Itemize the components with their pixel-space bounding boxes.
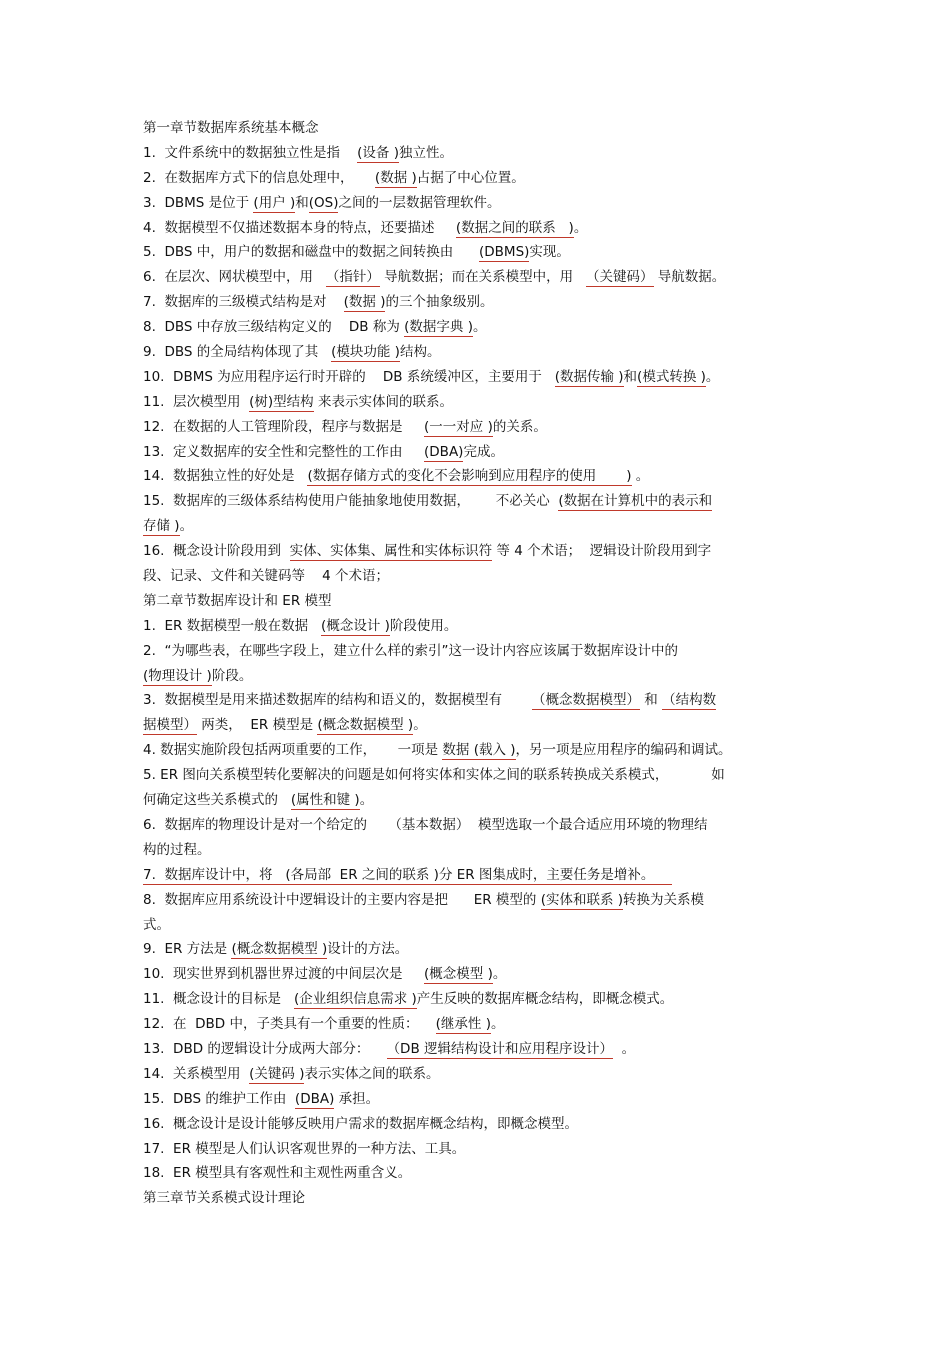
question-line <box>143 1012 807 1037</box>
question-text: 之间的一层数据管理软件。 <box>338 194 501 211</box>
question-text: 11. 层次模型用 <box>143 393 250 410</box>
answer-text: (数据存储方式的变化不会影响到应用程序的使用 ) <box>307 468 632 485</box>
question-line <box>143 315 807 340</box>
question-text: 等 4 个术语； 逻辑设计阶段用到字 <box>492 543 712 560</box>
question-text: 18. ER 模型具有客观性和主观性两重含义。 <box>143 1165 412 1182</box>
answer-text: (设备 ) <box>357 144 399 161</box>
answer-text: (企业组织信息需求 ) <box>293 991 417 1008</box>
answer-text: (概念设计 ) <box>321 617 390 634</box>
answer-text: (用户 ) <box>253 194 296 211</box>
question-text: 4. 数据模型不仅描述数据本身的特点，还要描述 <box>143 219 456 236</box>
question-text: 设计的方法。 <box>327 941 409 958</box>
question-line <box>143 1087 807 1112</box>
question-line <box>143 216 807 241</box>
question-line <box>143 863 807 888</box>
answer-text: (模式转换 ) <box>637 368 706 385</box>
question-text: 占据了中心位置。 <box>416 169 525 186</box>
question-text: 段、记录、文件和关键码等 4 个术语； <box>143 568 390 585</box>
question-text: 8. 数据库应用系统设计中逻辑设计的主要内容是把 ER 模型的 <box>143 891 541 908</box>
question-line <box>143 913 807 938</box>
question-text: 。 <box>492 966 507 983</box>
question-line <box>143 813 807 838</box>
answer-text: (模块功能 ) <box>331 344 400 361</box>
answer-text: 存储 ) <box>143 518 180 535</box>
answer-text: (一一对应 ) <box>424 418 493 435</box>
question-text: 两类， ER 模型是 <box>197 717 318 734</box>
question-line <box>143 639 807 664</box>
answer-text: （指针） <box>325 269 380 286</box>
answer-text: (数据传输 ) <box>554 368 624 385</box>
question-text: 阶段。 <box>211 667 253 684</box>
question-line <box>143 240 807 265</box>
question-text: 来表示实体间的联系。 <box>313 393 453 410</box>
question-text: 表示实体之间的联系。 <box>304 1065 440 1082</box>
question-text: 。 <box>631 468 650 485</box>
question-line <box>143 614 807 639</box>
question-line <box>143 440 807 465</box>
question-text: 和 <box>623 368 638 385</box>
question-line <box>143 539 807 564</box>
document-body <box>143 116 807 1211</box>
question-line <box>143 340 807 365</box>
answer-text: 实体、实体集、属性和实体标识符 <box>289 543 493 560</box>
answer-text: 据模型） <box>143 717 197 734</box>
question-line <box>143 191 807 216</box>
question-text: 。 <box>359 792 374 809</box>
question-text: 10. 现实世界到机器世界过渡的中间层次是 <box>143 966 425 983</box>
question-text: 式。 <box>143 916 170 933</box>
answer-text: 7. 数据库设计中，将 (各局部 ER 之间的联系 )分 ER 图集成时，主要任务是增补。 <box>143 866 672 883</box>
question-line <box>143 1137 807 1162</box>
answer-text: (OS) <box>308 194 339 211</box>
question-line <box>143 688 807 713</box>
answer-text: （概念数据模型） <box>532 692 641 709</box>
answer-text: (数据 ) <box>374 169 417 186</box>
question-text: 6. 数据库的物理设计是对一个给定的 （基本数据） 模型选取一个最合适应用环境的物理结 <box>143 816 708 833</box>
answer-text: (实体和联系 ) <box>540 891 624 908</box>
question-text: 15. 数据库的三级体系结构使用户能抽象地使用数据， 不必关心 <box>143 493 559 510</box>
question-text: 1. ER 数据模型一般在数据 <box>143 617 322 634</box>
question-text: 。 <box>179 518 194 535</box>
question-text: 。 <box>573 219 588 236</box>
question-text: 导航数据；而在关系模型中，用 <box>379 269 587 286</box>
question-line <box>143 1037 807 1062</box>
question-line <box>143 838 807 863</box>
question-line <box>143 415 807 440</box>
question-text: 构的过程。 <box>143 841 211 858</box>
question-line <box>143 738 807 763</box>
answer-text: （结构数 <box>662 692 717 709</box>
answer-text: (关键码 ) <box>249 1065 305 1082</box>
question-text: 1. 文件系统中的数据独立性是指 <box>143 144 358 161</box>
question-line <box>143 962 807 987</box>
answer-text: (数据字典 ) <box>404 319 473 336</box>
question-text: 5. ER 图向关系模型转化要解决的问题是如何将实体和实体之间的联系转换成关系模式， 如 <box>143 767 725 784</box>
question-text: 的关系。 <box>492 418 547 435</box>
section-heading: 第二章节数据库设计和 ER 模型 <box>143 592 332 609</box>
question-text: 转换为关系模 <box>623 891 705 908</box>
question-text: 和 <box>640 692 663 709</box>
answer-text: (数据之间的联系 ) <box>455 219 574 236</box>
section-heading: 第一章节数据库系统基本概念 <box>143 120 319 136</box>
question-text: 2. “为哪些表，在哪些字段上，建立什么样的索引”这一设计内容应该属于数据库设计中的 <box>143 642 678 659</box>
answer-text: (DBA) <box>294 1090 335 1107</box>
question-text: ，另一项是应用程序的编码和调试。 <box>515 742 732 759</box>
question-line <box>143 290 807 315</box>
answer-text: (概念数据模型 ) <box>317 717 414 734</box>
question-text: 承担。 <box>334 1090 380 1107</box>
answer-text: 数据 (载入 ) <box>442 742 516 759</box>
question-line <box>143 1112 807 1137</box>
question-line <box>143 514 807 539</box>
question-line <box>143 1161 807 1186</box>
question-text: 9. ER 方法是 <box>143 941 232 958</box>
question-line <box>143 788 807 813</box>
question-text: 15. DBS 的维护工作由 <box>143 1090 295 1107</box>
question-text: 。 <box>413 717 427 734</box>
question-text: 独立性。 <box>398 144 453 161</box>
question-line <box>143 390 807 415</box>
question-text: 导航数据。 <box>653 269 726 286</box>
question-text: 14. 关系模型用 <box>143 1065 250 1082</box>
answer-text: (概念模型 ) <box>424 966 493 983</box>
question-text: 9. DBS 的全局结构体现了其 <box>143 344 332 361</box>
question-line <box>143 564 807 589</box>
question-line <box>143 987 807 1012</box>
question-text: 实现。 <box>529 244 570 261</box>
question-line <box>143 664 807 689</box>
answer-text: (树)型结构 <box>249 393 314 410</box>
question-line <box>143 166 807 191</box>
answer-text: (继承性 ) <box>435 1016 491 1033</box>
question-text: 的三个抽象级别。 <box>385 294 494 311</box>
answer-text: (物理设计 ) <box>143 667 212 684</box>
question-line <box>143 763 807 788</box>
answer-text: (DBA) <box>424 443 464 460</box>
question-text: 阶段使用。 <box>389 617 458 634</box>
question-text: 。 <box>705 368 720 385</box>
question-line <box>143 888 807 913</box>
question-text: 13. DBD 的逻辑设计分成两大部分： <box>143 1040 387 1057</box>
question-line <box>143 141 807 166</box>
question-text: 16. 概念设计是设计能够反映用户需求的数据库概念结构，即概念模型。 <box>143 1115 579 1132</box>
question-text: 。 <box>613 1040 636 1057</box>
question-text: 10. DBMS 为应用程序运行时开辟的 DB 系统缓冲区，主要用于 <box>143 368 555 385</box>
question-text: 14. 数据独立性的好处是 <box>143 468 308 485</box>
question-text: 16. 概念设计阶段用到 <box>143 543 290 560</box>
question-text: 完成。 <box>463 443 504 460</box>
question-text: 5. DBS 中，用户的数据和磁盘中的数据之间转换由 <box>143 244 479 261</box>
question-text: 4. 数据实施阶段包括两项重要的工作， 一项是 <box>143 742 443 759</box>
question-line <box>143 1062 807 1087</box>
question-text: 。 <box>490 1016 505 1033</box>
question-text: 12. 在 DBD 中，子类具有一个重要的性质： <box>143 1016 436 1033</box>
question-text: 17. ER 模型是人们认识客观世界的一种方法、工具。 <box>143 1140 466 1157</box>
question-text: 。 <box>472 319 487 336</box>
question-text: 和 <box>295 194 309 211</box>
question-text: 12. 在数据的人工管理阶段，程序与数据是 <box>143 418 425 435</box>
question-text: 6. 在层次、网状模型中，用 <box>143 269 326 286</box>
question-line <box>143 937 807 962</box>
question-text: 3. 数据模型是用来描述数据库的结构和语义的，数据模型有 <box>143 692 533 709</box>
question-text: 何确定这些关系模式的 <box>143 792 291 809</box>
question-text: 结构。 <box>399 344 441 361</box>
question-text: 11. 概念设计的目标是 <box>143 991 294 1008</box>
answer-text: (属性和键 ) <box>290 792 360 809</box>
question-text: 3. DBMS 是位于 <box>143 194 254 211</box>
question-line <box>143 265 807 290</box>
question-line <box>143 365 807 390</box>
question-text: 7. 数据库的三级模式结构是对 <box>143 294 344 311</box>
answer-text: (数据 ) <box>343 294 386 311</box>
question-text: 2. 在数据库方式下的信息处理中， <box>143 169 375 186</box>
question-text: 13. 定义数据库的安全性和完整性的工作由 <box>143 443 425 460</box>
question-line <box>143 464 807 489</box>
question-text: 8. DBS 中存放三级结构定义的 DB 称为 <box>143 319 405 336</box>
answer-text: (概念数据模型 ) <box>231 941 328 958</box>
answer-text: (数据在计算机中的表示和 <box>558 493 713 510</box>
question-text: 产生反映的数据库概念结构，即概念模式。 <box>416 991 674 1008</box>
question-line <box>143 489 807 514</box>
section-heading: 第三章节关系模式设计理论 <box>143 1190 305 1207</box>
answer-text: (DBMS) <box>479 244 530 261</box>
question-line <box>143 713 807 738</box>
answer-text: （DB 逻辑结构设计和应用程序设计） <box>386 1040 614 1057</box>
answer-text: （关键码） <box>586 269 654 286</box>
